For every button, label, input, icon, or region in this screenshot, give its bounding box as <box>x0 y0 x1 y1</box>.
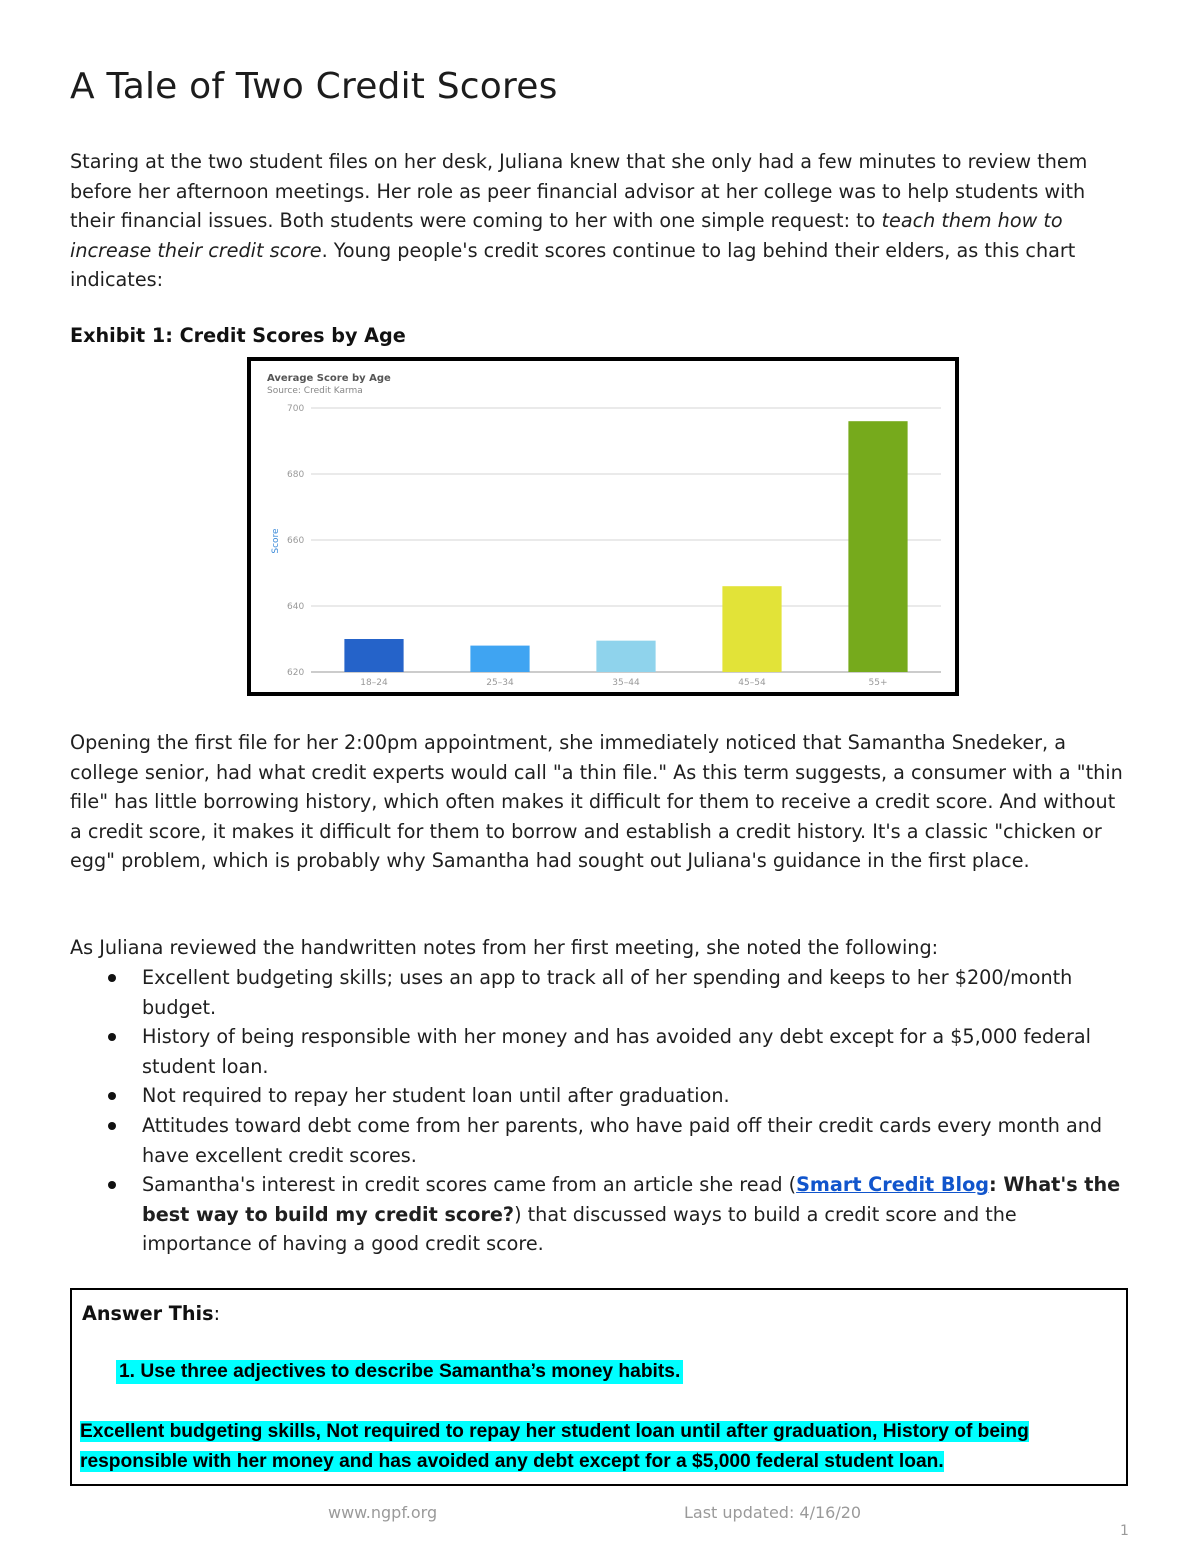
y-tick-label: 640 <box>287 602 305 612</box>
exhibit-label: Exhibit 1: Credit Scores by Age <box>70 324 406 347</box>
y-tick-label: 660 <box>287 536 305 546</box>
chart-subtitle: Source: Credit Karma <box>267 386 363 396</box>
x-tick-label: 55+ <box>868 678 888 688</box>
footer-website: www.ngpf.org <box>328 1503 438 1522</box>
bullet-icon <box>108 1181 116 1189</box>
bullet-icon <box>108 1092 116 1100</box>
answer-highlight: Excellent budgeting skills, Not required to repay her student loan until after graduation, History of being responsible with her money and has avoided any debt except for a $5,000 federal student loan. <box>80 1421 1029 1472</box>
y-tick-label: 620 <box>287 668 305 678</box>
bullet-icon <box>108 1122 116 1130</box>
chart-title: Average Score by Age <box>267 373 391 384</box>
chart-svg <box>251 361 955 692</box>
list-item <box>70 1081 1130 1111</box>
list-item-text: Samantha's interest in credit scores came from an article she read ( <box>142 1173 797 1197</box>
question-1: 1. Use three adjectives to describe Samantha’s money habits. <box>116 1360 683 1384</box>
smart-credit-blog-link[interactable]: Smart Credit Blog <box>796 1173 990 1197</box>
answer-label-colon: : <box>213 1302 221 1325</box>
answer-box-label <box>82 1302 220 1325</box>
article-title: What's the best way to build my credit score? <box>142 1173 1121 1226</box>
x-tick-label: 45–54 <box>738 678 766 688</box>
answer-text[interactable] <box>80 1417 1090 1477</box>
y-tick-label: 680 <box>287 470 305 480</box>
paragraph-notes-intro: As Juliana reviewed the handwritten notes from her first meeting, she noted the following: <box>70 936 939 959</box>
bar-4 <box>722 586 781 672</box>
chart-ylabel: Score <box>271 528 281 554</box>
paragraph-thin-file: Opening the first file for her 2:00pm appointment, she immediately noticed that Samantha Snedeker, a college senior, had what credit experts would call "a thin file." As this term suggests, a consumer with a "thin file" has little borrowing history, which often makes it difficult for them to receive a credit score. And without a credit score, it makes it difficult for them to borrow and establish a credit history. It's a classic "chicken or egg" problem, which is probably why Samantha had sought out Juliana's guidance in the first place. <box>70 731 1123 873</box>
list-item <box>70 1170 1130 1259</box>
intro-italic: teach them how to increase their credit score <box>70 209 1063 262</box>
x-tick-label: 35–44 <box>612 678 640 688</box>
intro-text-2: . Young people's credit scores continue to lag behind their elders, as this chart indicates: <box>70 238 1076 292</box>
intro-text-1: Staring at the two student files on her desk, Juliana knew that she only had a few minutes to review them before her afternoon meetings. Her role as peer financial advisor at her college was to help students with their financial issues. Both students were coming to her with one simple request: to <box>70 150 1088 233</box>
list-item <box>70 963 1130 1022</box>
list-item <box>70 1022 1130 1081</box>
bar-1 <box>344 639 403 672</box>
bar-3 <box>596 641 655 672</box>
intro-paragraph <box>70 147 1130 295</box>
bar-2 <box>470 646 529 672</box>
x-tick-label: 25–34 <box>486 678 514 688</box>
list-item-text-end: ) that discussed ways to build a credit score and the importance of having a good credit score. <box>142 1202 1017 1256</box>
bar-5 <box>848 421 907 672</box>
page-title: A Tale of Two Credit Scores <box>70 66 558 107</box>
link-colon: : <box>989 1173 997 1197</box>
list-item-text: Not required to repay her student loan until after graduation. <box>142 1084 730 1108</box>
y-tick-label: 700 <box>287 404 305 414</box>
list-item-text: Attitudes toward debt come from her parents, who have paid off their credit cards every month and have excellent credit scores. <box>142 1113 1103 1167</box>
bullet-icon <box>108 1033 116 1041</box>
list-item-text: Excellent budgeting skills; uses an app to track all of her spending and keeps to her $200/month budget. <box>142 966 1073 1019</box>
page-number: 1 <box>1120 1523 1129 1539</box>
answer-label-bold: Answer This <box>82 1302 214 1325</box>
answer-box <box>70 1288 1128 1486</box>
x-tick-label: 18–24 <box>360 678 388 688</box>
credit-score-chart <box>247 357 959 696</box>
footer-updated: Last updated: 4/16/20 <box>684 1503 862 1522</box>
bullet-icon <box>108 974 116 982</box>
list-item <box>70 1111 1130 1170</box>
notes-list <box>70 963 1130 1259</box>
list-item-text: History of being responsible with her money and has avoided any debt except for a $5,000 federal student loan. <box>142 1025 1091 1078</box>
